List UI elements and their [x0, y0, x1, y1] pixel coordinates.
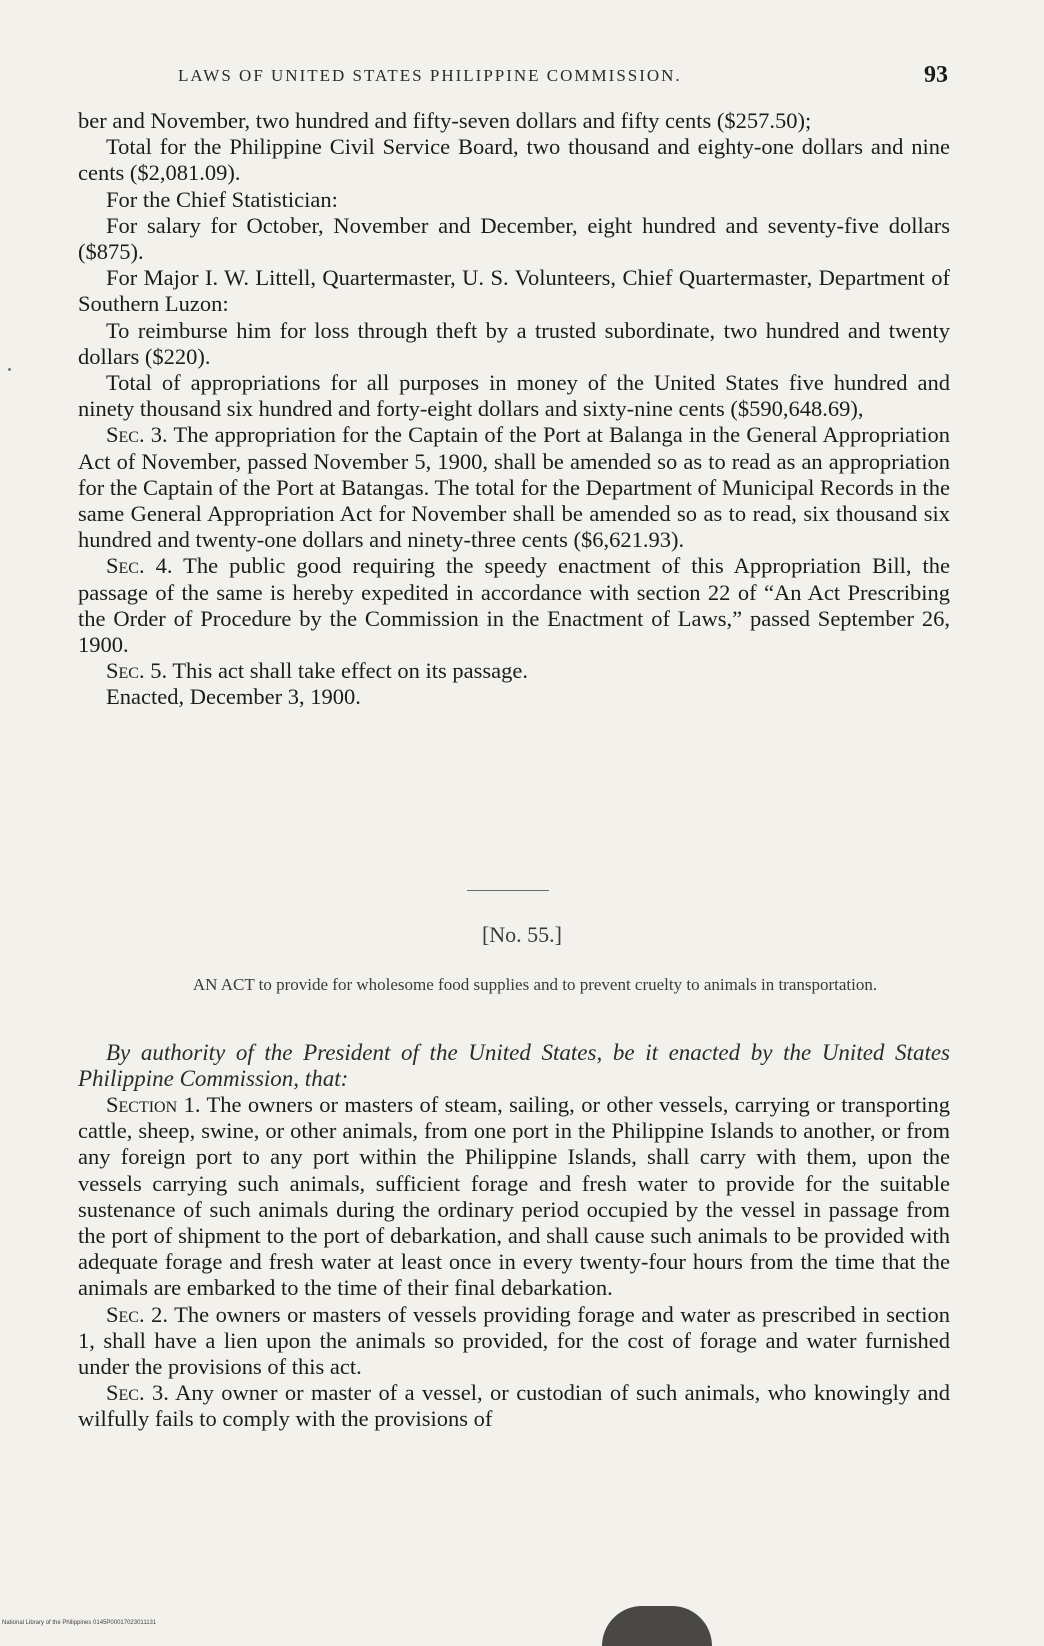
section-label: Section 1.: [106, 1092, 201, 1117]
paragraph: For salary for October, November and December, eight hundred and seventy-five dollars ($875).: [78, 212, 950, 265]
act-number: [No. 55.]: [481, 922, 563, 947]
enacted-date: Enacted, December 3, 1900.: [106, 684, 361, 710]
header-title: LAWS OF UNITED STATES PHILIPPINE COMMISSION.: [178, 66, 682, 85]
paragraph: ber and November, two hundred and fifty-seven dollars and fifty cents ($257.50);: [78, 108, 812, 133]
section-text: The owners or masters of vessels providing forage and water as prescribed in section 1, shall have a lien upon the animals so provided, for the cost of forage and water furnished under the provisions of this act.: [78, 1301, 950, 1380]
section-paragraph: [78, 553, 950, 658]
section-label: Sec. 5.: [106, 658, 168, 684]
scan-speck: [8, 368, 11, 371]
section-text: Any owner or master of a vessel, or custodian of such animals, who knowingly and wilfully fails to comply with the provisions of: [78, 1380, 951, 1432]
page-number: 93: [924, 62, 948, 88]
section-label: Sec. 2.: [106, 1301, 168, 1327]
section-paragraph: [78, 422, 950, 553]
section-label: Sec. 3.: [106, 1380, 169, 1406]
section-paragraph: [78, 1092, 950, 1302]
appropriations-continued: [78, 108, 950, 711]
section-paragraph: [78, 658, 950, 684]
paragraph: To reimburse him for loss through theft by a trusted subordinate, two hundred and twenty dollars ($220).: [78, 317, 950, 369]
section-paragraph: [78, 1380, 950, 1432]
section-text: The public good requiring the speedy enactment of this Appropriation Bill, the passage of the same is hereby expedited in accordance with section 22 of “An Act Prescribing the Order of Procedure by the Commission in the Enactment of Laws,” passed September 26, 1900.: [78, 553, 951, 658]
scan-thumb-shadow: [602, 1606, 712, 1646]
section-text: This act shall take effect on its passage.: [172, 658, 529, 684]
section-divider: [467, 890, 549, 891]
section-paragraph: [78, 1302, 950, 1381]
section-text: The owners or masters of steam, sailing, or other vessels, carrying or transporting cattle, sheep, swine, or other animals, from one port in the Philippine Islands to another, or from any foreign port to any port within the Philippine Islands, shall carry with them, upon the vessels carrying such animals, sufficient forage and fresh water to provide for the suitable sustenance of such animals during the ordinary period occupied by the vessel in passage from the port of shipment to the port of debarkation, and shall cause such animals to be provided with adequate forage and fresh water at least once in every twenty-four hours from the time that the animals are embarked to the time of their final debarkation.: [78, 1092, 950, 1301]
act-55-sections: [78, 1092, 950, 1433]
section-label: Sec. 4.: [106, 553, 173, 579]
section-text: The appropriation for the Captain of the Port at Balanga in the General Appropriation Act of November, passed November 5, 1900, shall be amended so as to read as an appropriation for the Captain of the Port at Batangas. The total for the Department of Municipal Records in the same General Appropriation Act for November shall be amended so as to read, six thousand six hundred and twenty-one dollars and ninety-three cents ($6,621.93).: [78, 422, 950, 553]
enacting-clause: By authority of the President of the United States, be it enacted by the United States Philippine Commission, that:: [78, 1040, 950, 1092]
scan-credit: National Library of the Philippines 0145P00017023011131: [2, 1620, 157, 1626]
running-header: [178, 62, 948, 98]
section-label: Sec. 3.: [106, 422, 168, 448]
paragraph: Total of appropriations for all purposes in money of the United States five hundred and ninety thousand six hundred and forty-eight dollars and sixty-nine cents ($590,648.69),: [78, 370, 950, 422]
paragraph: Total for the Philippine Civil Service Board, two thousand and eighty-one dollars and nine cents ($2,081.09).: [78, 134, 950, 186]
paragraph: For Major I. W. Littell, Quartermaster, U. S. Volunteers, Chief Quartermaster, Department of Southern Luzon:: [78, 265, 950, 317]
act-title: AN ACT to provide for wholesome food supplies and to prevent cruelty to animals in transportation.: [192, 975, 878, 994]
paragraph: For the Chief Statistician:: [106, 186, 338, 212]
